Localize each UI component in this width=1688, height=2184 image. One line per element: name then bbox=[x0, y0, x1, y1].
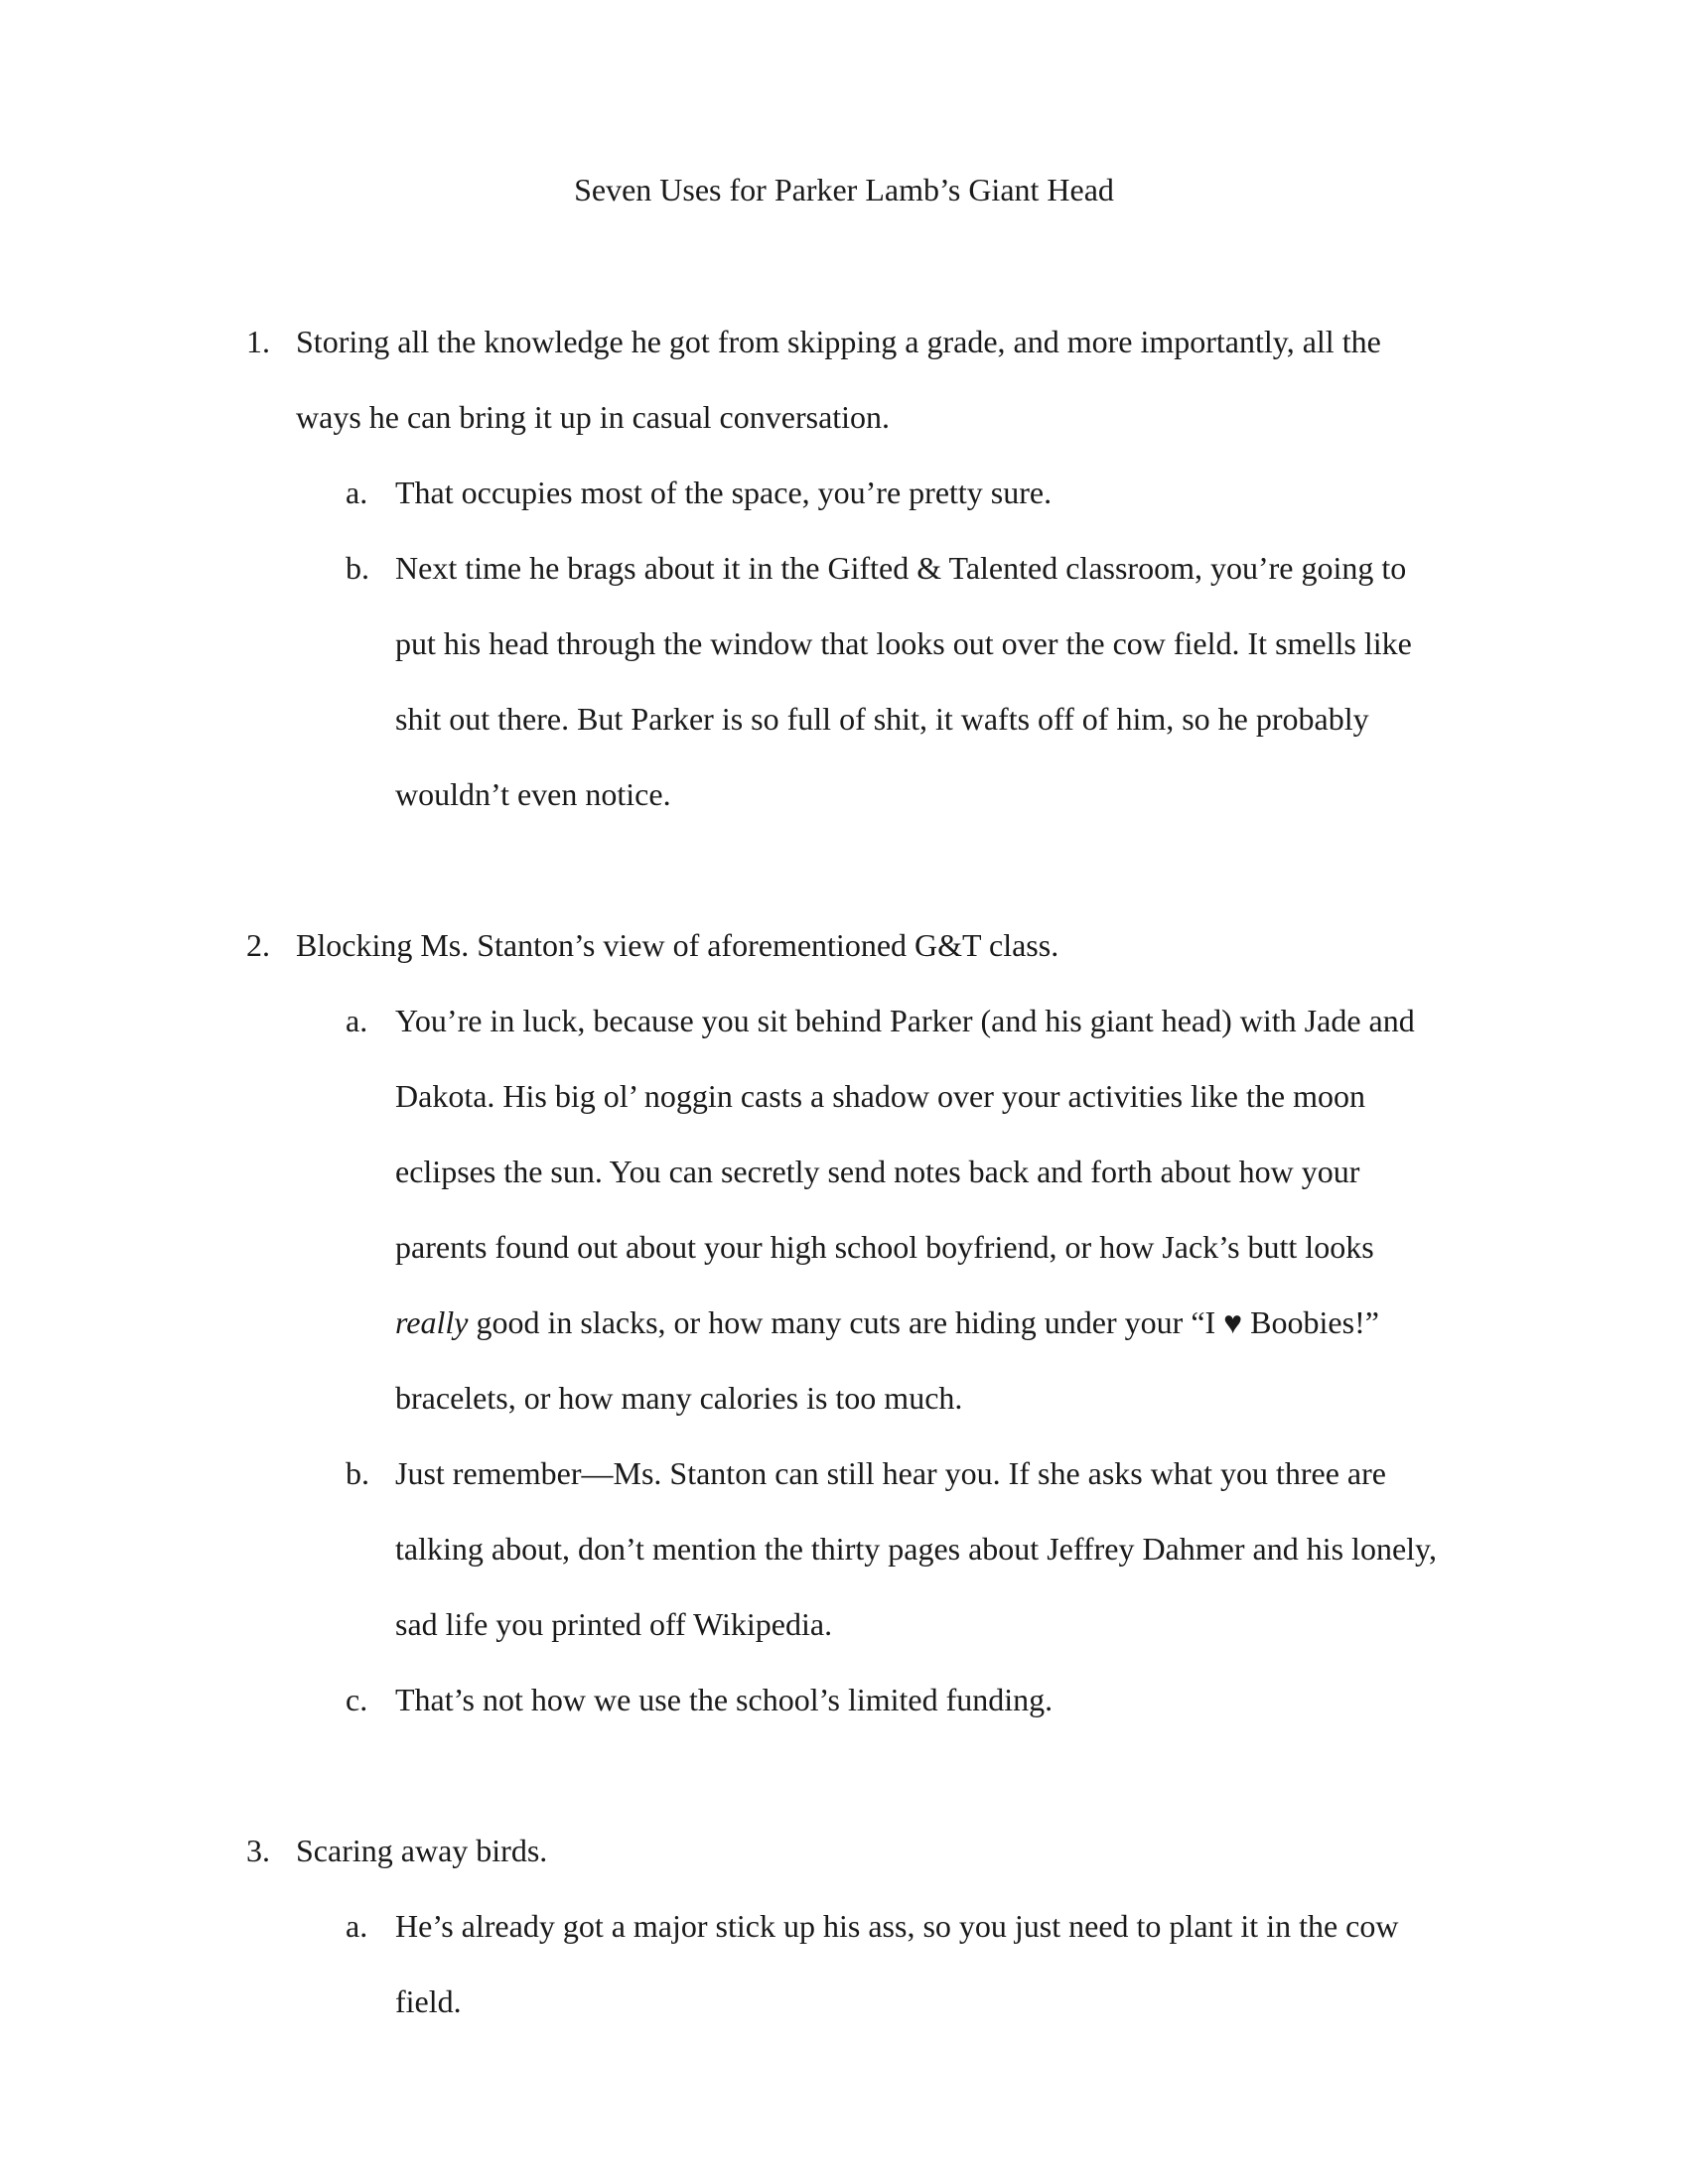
sub-item-text: wouldn’t even notice. bbox=[395, 776, 671, 812]
sub-item-text: Dakota. His big ol’ noggin casts a shadow over your activities like the moon bbox=[395, 1078, 1365, 1114]
sub-item-text: bracelets, or how many calories is too much. bbox=[395, 1380, 963, 1416]
sub-item-text: That occupies most of the space, you’re pretty sure. bbox=[395, 475, 1053, 510]
sub-item-text-line bbox=[395, 1302, 1379, 1342]
sub-item-text: put his head through the window that looks out over the cow field. It smells like bbox=[395, 625, 1412, 661]
sub-item-text: He’s already got a major stick up his ass, so you just need to plant it in the cow bbox=[395, 1908, 1399, 1944]
sub-item-text-rest: good in slacks, or how many cuts are hiding under your “I ♥ Boobies!” bbox=[468, 1304, 1379, 1340]
emphasis-text: really bbox=[395, 1304, 469, 1340]
sub-item-marker: a. bbox=[346, 1003, 368, 1038]
sub-item-text: sad life you printed off Wikipedia. bbox=[395, 1606, 833, 1642]
list-item-text: Scaring away birds. bbox=[296, 1833, 548, 1868]
sub-item-marker: a. bbox=[346, 1908, 368, 1944]
sub-item-text: eclipses the sun. You can secretly send notes back and forth about how your bbox=[395, 1154, 1360, 1189]
list-item-marker: 3. bbox=[246, 1833, 270, 1868]
list-item-text: Storing all the knowledge he got from skipping a grade, and more importantly, all the bbox=[296, 324, 1381, 359]
sub-item-marker: a. bbox=[346, 475, 368, 510]
sub-item-text: shit out there. But Parker is so full of shit, it wafts off of him, so he probably bbox=[395, 701, 1369, 737]
list-item-text: Blocking Ms. Stanton’s view of aforementioned G&T class. bbox=[296, 927, 1059, 963]
sub-item-text: Next time he brags about it in the Gifted & Talented classroom, you’re going to bbox=[395, 550, 1407, 586]
sub-item-marker: b. bbox=[346, 1455, 369, 1491]
list-item-text: ways he can bring it up in casual conversation. bbox=[296, 399, 891, 435]
sub-item-text: You’re in luck, because you sit behind Parker (and his giant head) with Jade and bbox=[395, 1003, 1415, 1038]
sub-item-text: parents found out about your high school boyfriend, or how Jack’s butt looks bbox=[395, 1229, 1374, 1265]
document-title: Seven Uses for Parker Lamb’s Giant Head bbox=[574, 172, 1114, 207]
sub-item-text: field. bbox=[395, 1983, 462, 2019]
sub-item-marker: b. bbox=[346, 550, 369, 586]
sub-item-text: talking about, don’t mention the thirty pages about Jeffrey Dahmer and his lonely, bbox=[395, 1531, 1437, 1567]
list-item-marker: 2. bbox=[246, 927, 270, 963]
sub-item-text: Just remember—Ms. Stanton can still hear you. If she asks what you three are bbox=[395, 1455, 1386, 1491]
sub-item-marker: c. bbox=[346, 1682, 368, 1717]
list-item-marker: 1. bbox=[246, 324, 270, 359]
sub-item-text: That’s not how we use the school’s limited funding. bbox=[395, 1682, 1054, 1717]
